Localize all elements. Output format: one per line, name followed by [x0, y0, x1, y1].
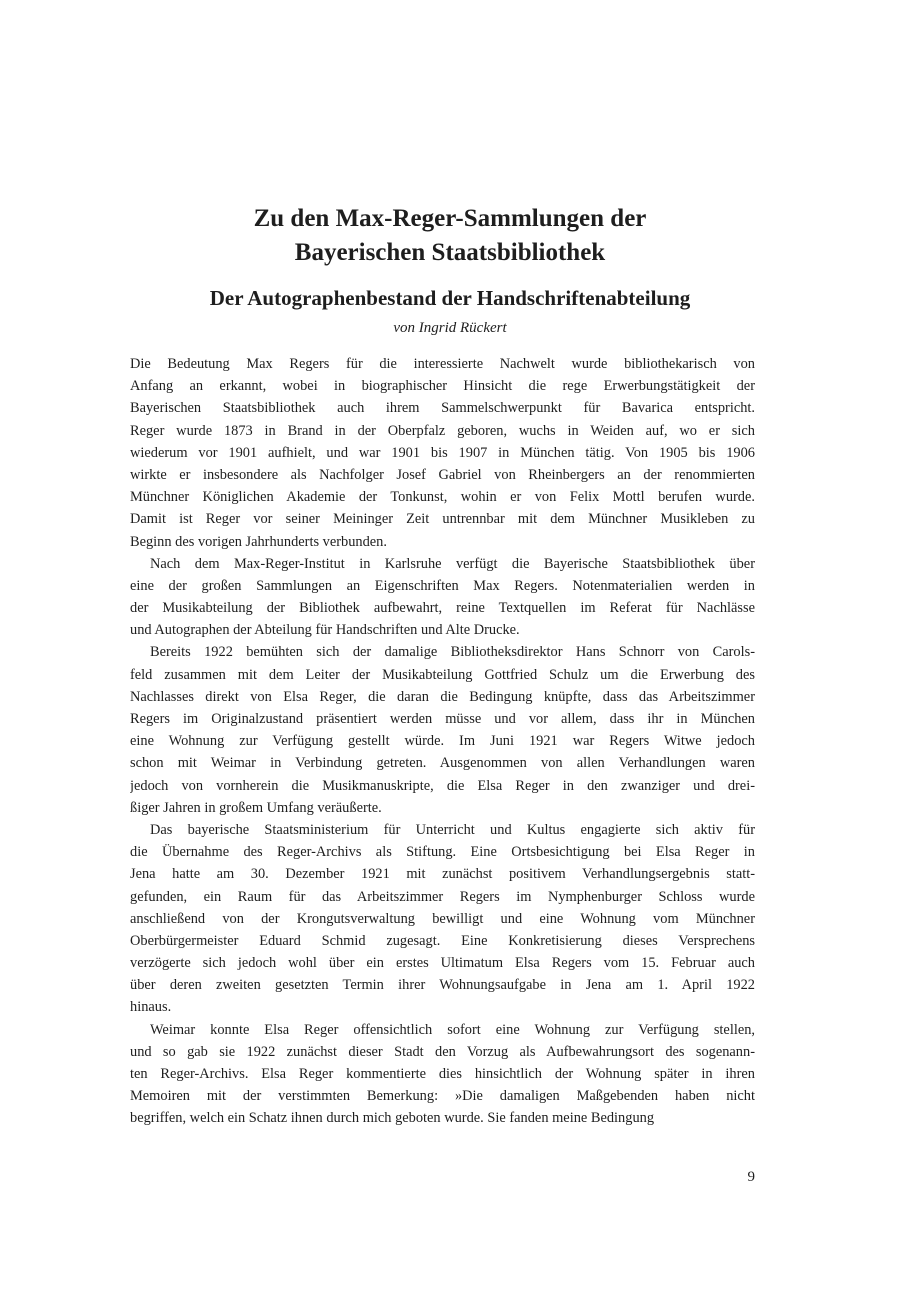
- text-line: Weimar konnte Elsa Reger offensichtlich sofort eine Wohnung zur Verfügung stellen,: [150, 1021, 755, 1038]
- text-line: Damit ist Reger vor seiner Meininger Zeit untrennbar mit dem Münchner Musikleben zu: [130, 511, 755, 528]
- body-paragraph: [130, 553, 755, 642]
- article-title-line: Zu den Max-Reger-Sammlungen der: [253, 205, 647, 232]
- text-line: und so gab sie 1922 zunächst dieser Stadt den Vorzug als Aufbewahrungsort des sogenann-: [130, 1043, 755, 1060]
- text-line: wiederum vor 1901 aufhielt, und war 1901 bis 1907 in München tätig. Von 1905 bis 1906: [130, 444, 755, 461]
- text-line: eine Wohnung zur Verfügung gestellt würde. Im Juni 1921 war Regers Witwe jedoch: [130, 733, 755, 750]
- text-line: Münchner Königlichen Akademie der Tonkunst, wohin er von Felix Mottl berufen wurde.: [130, 489, 755, 506]
- text-line: die Übernahme des Reger-Archivs als Stiftung. Eine Ortsbesichtigung bei Elsa Reger in: [130, 844, 755, 861]
- article-title-line: Bayerischen Staatsbibliothek: [294, 239, 606, 266]
- text-line: Bereits 1922 bemühten sich der damalige Bibliotheksdirektor Hans Schnorr von Carols-: [150, 644, 755, 661]
- text-line: Beginn des vorigen Jahrhunderts verbunden.: [130, 533, 387, 550]
- text-line: feld zusammen mit dem Leiter der Musikabteilung Gottfried Schulz um die Erwerbung des: [130, 666, 755, 683]
- text-line: der Musikabteilung der Bibliothek aufbewahrt, reine Textquellen im Referat für Nachlässe: [130, 600, 755, 617]
- text-line: ten Reger-Archivs. Elsa Reger kommentierte dies hinsichtlich der Wohnung später in ihren: [130, 1066, 755, 1082]
- text-line: hinaus.: [130, 999, 172, 1016]
- body-paragraph: [130, 641, 755, 819]
- text-line: Reger wurde 1873 in Brand in der Oberpfalz geboren, wuchs in Weiden auf, wo er sich: [130, 422, 755, 439]
- text-line: Memoiren mit der verstimmten Bemerkung: »Die damaligen Maßgebenden haben nicht: [130, 1088, 755, 1105]
- text-line: schon mit Weimar in Verbindung getreten. Ausgenommen von allen Verhandlungen waren: [130, 755, 755, 772]
- text-line: Bayerischen Staatsbibliothek auch ihrem Sammelschwerpunkt für Bavarica entspricht.: [130, 400, 755, 417]
- text-line: gefunden, ein Raum für das Arbeitszimmer Regers im Nymphenburger Schloss wurde: [130, 888, 755, 905]
- article-subtitle: Der Autographenbestand der Handschriftenabteilung: [209, 286, 691, 310]
- text-line: ßiger Jahren in großem Umfang veräußerte.: [130, 799, 382, 816]
- body-paragraph: [130, 353, 755, 553]
- article-body: [130, 353, 755, 1130]
- body-paragraph: [130, 1019, 755, 1130]
- text-line: Jena hatte am 30. Dezember 1921 mit zunächst positivem Verhandlungsergebnis statt-: [130, 866, 755, 883]
- text-line: jedoch von vornherein die Musikmanuskripte, die Elsa Reger in den zwanziger und drei-: [130, 777, 755, 794]
- article-title: [100, 202, 800, 270]
- text-line: verzögerte sich jedoch wohl über ein erstes Ultimatum Elsa Regers vom 15. Februar auch: [130, 955, 755, 972]
- page-number: 9: [747, 1169, 755, 1185]
- text-line: und Autographen der Abteilung für Handschriften und Alte Drucke.: [130, 622, 520, 639]
- text-line: begriffen, welch ein Schatz ihnen durch mich geboten wurde. Sie fanden meine Bedingung: [130, 1110, 655, 1127]
- text-line: Regers im Originalzustand präsentiert werden müsse und vor allem, dass ihr in München: [130, 711, 755, 727]
- text-line: Oberbürgermeister Eduard Schmid zugesagt. Eine Konkretisierung dieses Versprechens: [130, 932, 755, 949]
- text-line: Nach dem Max-Reger-Institut in Karlsruhe verfügt die Bayerische Staatsbibliothek über: [150, 555, 755, 572]
- text-line: anschließend von der Krongutsverwaltung bewilligt und eine Wohnung vom Münchner: [130, 910, 755, 927]
- body-paragraph: [130, 819, 755, 1019]
- text-line: Anfang an erkannt, wobei in biographischer Hinsicht die rege Erwerbungstätigkeit der: [130, 378, 755, 395]
- text-line: über deren zweiten gesetzten Termin ihrer Wohnungsaufgabe in Jena am 1. April 1922: [130, 977, 755, 994]
- text-line: Das bayerische Staatsministerium für Unterricht und Kultus engagierte sich aktiv für: [150, 821, 755, 838]
- text-line: Die Bedeutung Max Regers für die interessierte Nachwelt wurde bibliothekarisch von: [130, 356, 755, 372]
- text-line: wirkte er insbesondere als Nachfolger Josef Gabriel von Rheinbergers an der renommierten: [130, 466, 755, 483]
- text-line: eine der großen Sammlungen an Eigenschriften Max Regers. Notenmaterialien werden in: [130, 577, 755, 594]
- text-line: Nachlasses direkt von Elsa Reger, die daran die Bedingung knüpfte, dass das Arbeitszimmer: [130, 688, 755, 705]
- author-byline: von Ingrid Rückert: [393, 320, 507, 336]
